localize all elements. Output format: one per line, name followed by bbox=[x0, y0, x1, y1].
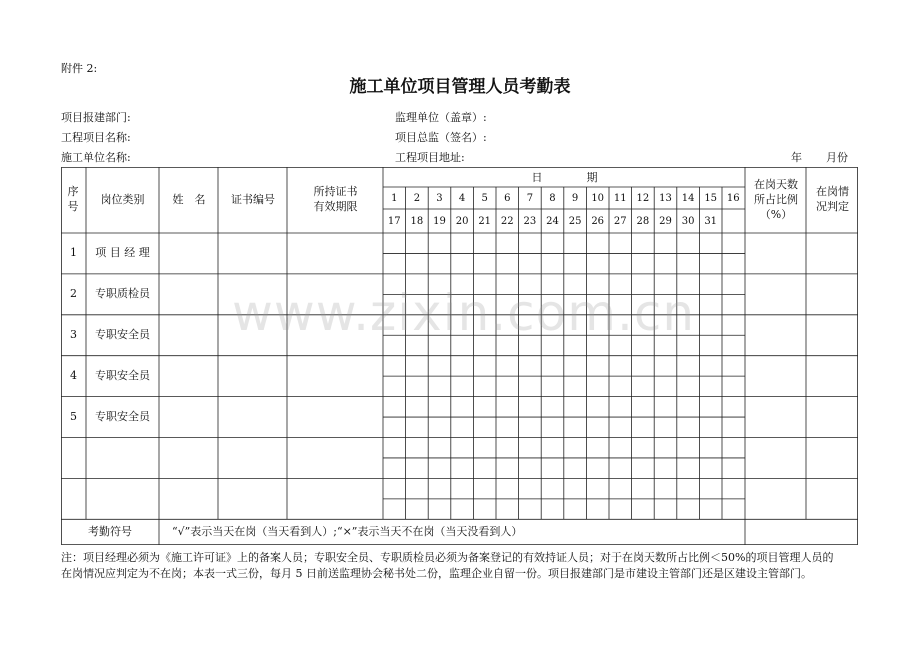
header-ratio-2: 所占比例 bbox=[754, 193, 798, 206]
year-label: 年 bbox=[791, 151, 802, 164]
day-number: 17 bbox=[387, 216, 401, 227]
legend-label: 考勤符号 bbox=[88, 525, 132, 538]
header-judge-2: 况判定 bbox=[816, 200, 849, 213]
day-number: 8 bbox=[549, 193, 556, 204]
header-date: 日 期 bbox=[531, 171, 598, 184]
day-number: 13 bbox=[659, 193, 672, 204]
day-number: 10 bbox=[591, 193, 605, 204]
header-seq-1: 序 bbox=[67, 185, 79, 198]
day-number: 20 bbox=[455, 216, 469, 227]
project-name-label: 工程项目名称: bbox=[61, 131, 131, 144]
row-position: 专职安全员 bbox=[95, 369, 150, 383]
header-seq-2: 号 bbox=[67, 200, 79, 213]
day-number: 2 bbox=[413, 193, 421, 204]
header-ratio-1: 在岗天数 bbox=[754, 178, 798, 191]
day-number: 24 bbox=[546, 216, 559, 227]
day-number: 22 bbox=[500, 216, 514, 227]
day-number: 31 bbox=[704, 216, 718, 227]
day-number: 16 bbox=[726, 193, 740, 204]
day-number: 12 bbox=[636, 193, 650, 204]
row-position: 专职安全员 bbox=[95, 410, 150, 424]
footnote-line-2: 在岗情况应判定为不在岗；本表一式三份，每月 5 日前送监理协会秘书处二份，监理企业自留一份。项目报建部门是市建设主管部门还是区建设主管部门。 bbox=[61, 567, 812, 580]
row-seq: 5 bbox=[70, 410, 77, 424]
watermark: www.zixin.com.cn bbox=[232, 284, 696, 342]
legend-text: “√”表示当天在岗（当天看到人）;“×”表示当天不在岗（当天没看到人） bbox=[172, 525, 523, 538]
header-cert-valid-1: 所持证书 bbox=[313, 185, 358, 198]
row-seq: 4 bbox=[70, 369, 77, 383]
row-seq: 2 bbox=[70, 287, 77, 301]
row-position: 专职安全员 bbox=[95, 328, 150, 342]
row-seq: 3 bbox=[70, 328, 77, 342]
attachment-label: 附件 2: bbox=[61, 62, 98, 75]
day-number: 4 bbox=[458, 193, 466, 204]
month-label: 月份 bbox=[826, 151, 848, 164]
day-number: 29 bbox=[659, 216, 672, 227]
address-label: 工程项目地址: bbox=[395, 151, 465, 164]
builder-label: 施工单位名称: bbox=[61, 151, 131, 164]
day-number: 6 bbox=[504, 193, 511, 204]
day-number: 3 bbox=[436, 193, 443, 204]
day-number: 18 bbox=[410, 216, 424, 227]
footnote-line-1: 注：项目经理必须为《施工许可证》上的备案人员；专职安全员、专职质检员必须为备案登记的有效持证人员；对于在岗天数所占比例＜50%的项目管理人员的 bbox=[61, 551, 834, 564]
day-number: 28 bbox=[636, 216, 650, 227]
day-number: 15 bbox=[704, 193, 718, 204]
footnote bbox=[61, 550, 861, 582]
day-number: 27 bbox=[613, 216, 627, 227]
day-number: 7 bbox=[526, 193, 534, 204]
day-number: 23 bbox=[523, 216, 537, 227]
header-cert-no: 证书编号 bbox=[231, 193, 275, 206]
header-name: 姓 名 bbox=[172, 193, 206, 206]
day-number: 11 bbox=[613, 193, 627, 204]
day-number: 14 bbox=[681, 193, 695, 204]
day-number: 9 bbox=[571, 193, 579, 204]
header-position: 岗位类别 bbox=[100, 193, 145, 206]
day-number: 21 bbox=[478, 216, 492, 227]
day-number: 5 bbox=[481, 193, 488, 204]
header-cert-valid-2: 有效期限 bbox=[313, 200, 358, 213]
day-number: 25 bbox=[568, 216, 582, 227]
header-ratio-3: （%） bbox=[759, 208, 793, 221]
chief-label: 项目总监（签名）: bbox=[395, 131, 487, 144]
row-position: 专职质检员 bbox=[95, 287, 150, 301]
row-seq: 1 bbox=[70, 246, 77, 260]
page-title: 施工单位项目管理人员考勤表 bbox=[349, 77, 571, 97]
dept-label: 项目报建部门: bbox=[61, 111, 131, 124]
supervision-label: 监理单位（盖章）: bbox=[395, 111, 487, 124]
row-position: 项 目 经 理 bbox=[95, 246, 150, 260]
day-number: 19 bbox=[433, 216, 446, 227]
day-number: 26 bbox=[591, 216, 605, 227]
header-judge-1: 在岗情 bbox=[816, 185, 849, 198]
day-number: 1 bbox=[391, 193, 398, 204]
day-number: 30 bbox=[681, 216, 695, 227]
